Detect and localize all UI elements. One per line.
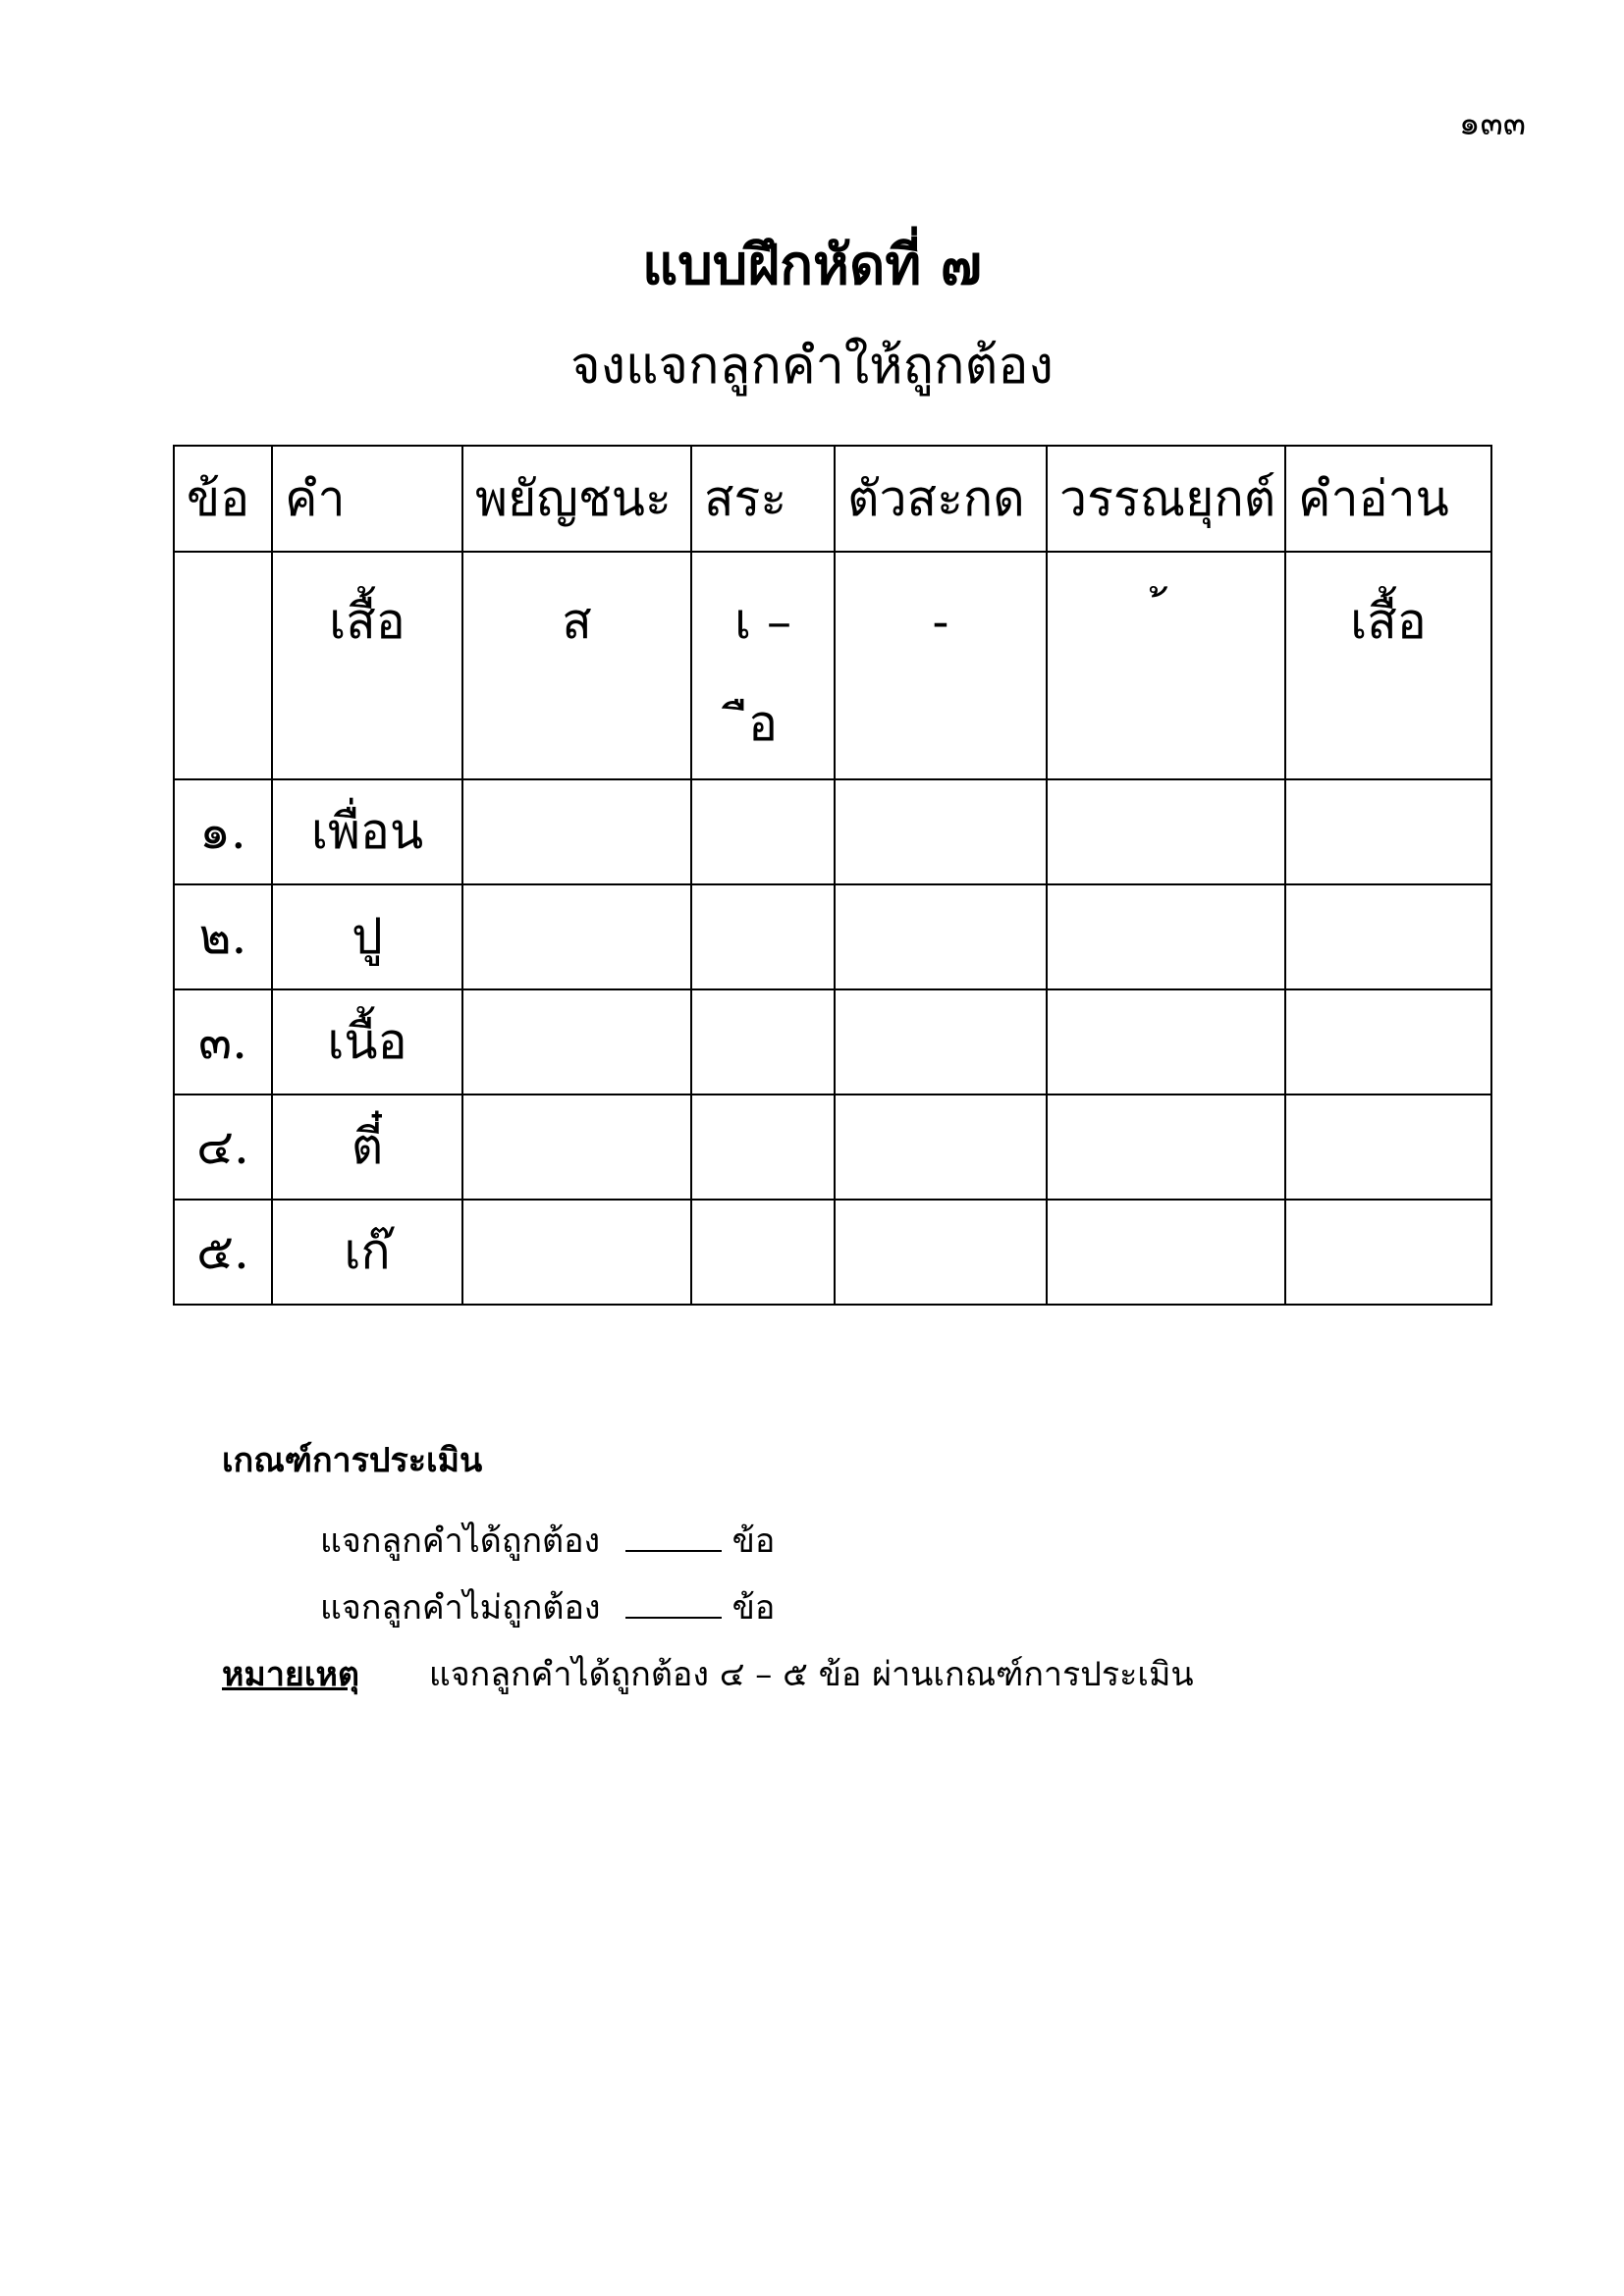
example-consonant: ส — [462, 552, 691, 779]
answer-final-cell[interactable] — [835, 779, 1047, 884]
answer-final-cell[interactable] — [835, 884, 1047, 989]
criteria-correct-line — [222, 1508, 1194, 1575]
row-word: เนื้อ — [272, 989, 462, 1095]
note-line — [222, 1641, 1194, 1708]
answer-vowel-cell[interactable] — [691, 779, 835, 884]
row-word: เก๊ — [272, 1200, 462, 1305]
answer-reading-cell[interactable] — [1285, 884, 1491, 989]
example-final-consonant: - — [835, 552, 1047, 779]
criteria-incorrect-line — [222, 1575, 1194, 1641]
example-tone-mark — [1047, 552, 1285, 779]
answer-consonant-cell[interactable] — [462, 884, 691, 989]
answer-reading-cell[interactable] — [1285, 1095, 1491, 1200]
answer-tone-cell[interactable] — [1047, 989, 1285, 1095]
answer-consonant-cell[interactable] — [462, 989, 691, 1095]
header-consonant: พยัญชนะ — [462, 446, 691, 552]
answer-reading-cell[interactable] — [1285, 989, 1491, 1095]
answer-tone-cell[interactable] — [1047, 1095, 1285, 1200]
answer-consonant-cell[interactable] — [462, 1200, 691, 1305]
table-header-row — [174, 446, 1491, 552]
answer-final-cell[interactable] — [835, 1095, 1047, 1200]
incorrect-count-blank[interactable] — [625, 1589, 722, 1619]
row-number: ๓. — [174, 989, 272, 1095]
example-word: เสื้อ — [272, 552, 462, 779]
example-number — [174, 552, 272, 779]
header-vowel: สระ — [691, 446, 835, 552]
row-number: ๔. — [174, 1095, 272, 1200]
criteria-correct-unit: ข้อ — [731, 1522, 776, 1561]
correct-count-blank[interactable] — [625, 1522, 722, 1552]
example-vowel — [691, 552, 835, 779]
page-title: แบบฝึกหัดที่ ๗ — [642, 233, 982, 297]
header-word: คำ — [272, 446, 462, 552]
answer-tone-cell[interactable] — [1047, 779, 1285, 884]
example-reading: เสื้อ — [1285, 552, 1491, 779]
answer-vowel-cell[interactable] — [691, 1200, 835, 1305]
instruction-subtitle: จงแจกลูกคำให้ถูกต้อง — [570, 337, 1054, 396]
criteria-incorrect-label: แจกลูกคำไม่ถูกต้อง — [320, 1588, 601, 1628]
example-row — [174, 552, 1491, 779]
table-row — [174, 884, 1491, 989]
row-number: ๕. — [174, 1200, 272, 1305]
answer-reading-cell[interactable] — [1285, 1200, 1491, 1305]
row-word: เพื่อน — [272, 779, 462, 884]
note-text: แจกลูกคำได้ถูกต้อง ๔ – ๕ ข้อ ผ่านเกณฑ์การประเมิน — [428, 1655, 1194, 1694]
answer-reading-cell[interactable] — [1285, 779, 1491, 884]
example-vowel-part-2: ือ — [747, 695, 779, 752]
table-row — [174, 989, 1491, 1095]
word-breakdown-table — [173, 445, 1492, 1306]
answer-vowel-cell[interactable] — [691, 989, 835, 1095]
answer-tone-cell[interactable] — [1047, 1200, 1285, 1305]
criteria-correct-label: แจกลูกคำได้ถูกต้อง — [320, 1522, 601, 1561]
answer-vowel-cell[interactable] — [691, 1095, 835, 1200]
table-row — [174, 779, 1491, 884]
note-label: หมายเหตุ — [222, 1655, 359, 1694]
row-number: ๒. — [174, 884, 272, 989]
row-word: ปู — [272, 884, 462, 989]
header-tone-mark: วรรณยุกต์ — [1047, 446, 1285, 552]
answer-vowel-cell[interactable] — [691, 884, 835, 989]
header-reading: คำอ่าน — [1285, 446, 1491, 552]
answer-consonant-cell[interactable] — [462, 1095, 691, 1200]
answer-tone-cell[interactable] — [1047, 884, 1285, 989]
header-final-consonant: ตัวสะกด — [835, 446, 1047, 552]
table-row — [174, 1200, 1491, 1305]
table-row — [174, 1095, 1491, 1200]
answer-final-cell[interactable] — [835, 1200, 1047, 1305]
header-number: ข้อ — [174, 446, 272, 552]
page-number: ๑๓๓ — [1458, 104, 1526, 143]
answer-final-cell[interactable] — [835, 989, 1047, 1095]
criteria-heading: เกณฑ์การประเมิน — [222, 1441, 483, 1480]
criteria-incorrect-unit: ข้อ — [731, 1588, 776, 1628]
row-number: ๑. — [174, 779, 272, 884]
row-word: ตี๋ — [272, 1095, 462, 1200]
example-vowel-part-1: เ – — [734, 593, 791, 650]
assessment-criteria — [222, 1433, 1194, 1708]
answer-consonant-cell[interactable] — [462, 779, 691, 884]
